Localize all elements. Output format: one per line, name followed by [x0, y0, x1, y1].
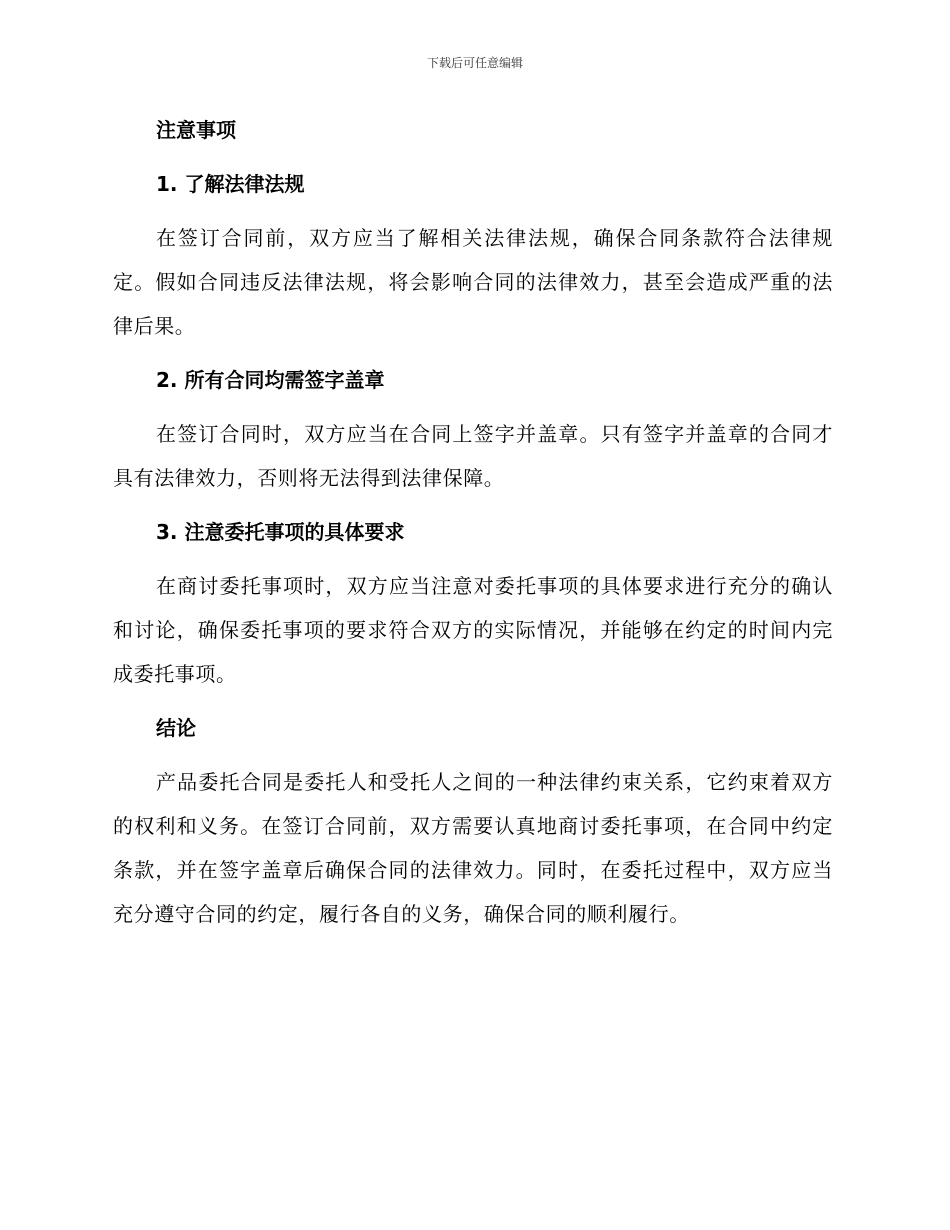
paragraph-requirements: 在商讨委托事项时，双方应当注意对委托事项的具体要求进行充分的确认和讨论，确保委托事项的要求符合双方的实际情况，并能够在约定的时间内完成委托事项。	[113, 574, 833, 686]
paragraph-conclusion: 产品委托合同是委托人和受托人之间的一种法律约束关系，它约束着双方的权利和义务。在签订合同前，双方需要认真地商讨委托事项，在合同中约定条款，并在签字盖章后确保合同的法律效力。同时，在委托过程中，双方应当充分遵守合同的约定，履行各自的义务，确保合同的顺利履行。	[113, 770, 833, 926]
section-heading-notes: 注意事项	[156, 118, 236, 142]
paragraph-laws: 在签订合同前，双方应当了解相关法律法规，确保合同条款符合法律规定。假如合同违反法律法规，将会影响合同的法律效力，甚至会造成严重的法律后果。	[113, 226, 833, 338]
section-heading-signature: 2. 所有合同均需签字盖章	[156, 368, 385, 392]
section-heading-conclusion: 结论	[156, 716, 196, 740]
section-heading-laws: 1. 了解法律法规	[156, 172, 305, 196]
paragraph-signature: 在签订合同时，双方应当在合同上签字并盖章。只有签字并盖章的合同才具有法律效力，否则将无法得到法律保障。	[113, 422, 833, 490]
section-heading-requirements: 3. 注意委托事项的具体要求	[156, 520, 405, 544]
document-body	[113, 108, 833, 946]
header-note: 下载后可任意编辑	[426, 56, 523, 70]
